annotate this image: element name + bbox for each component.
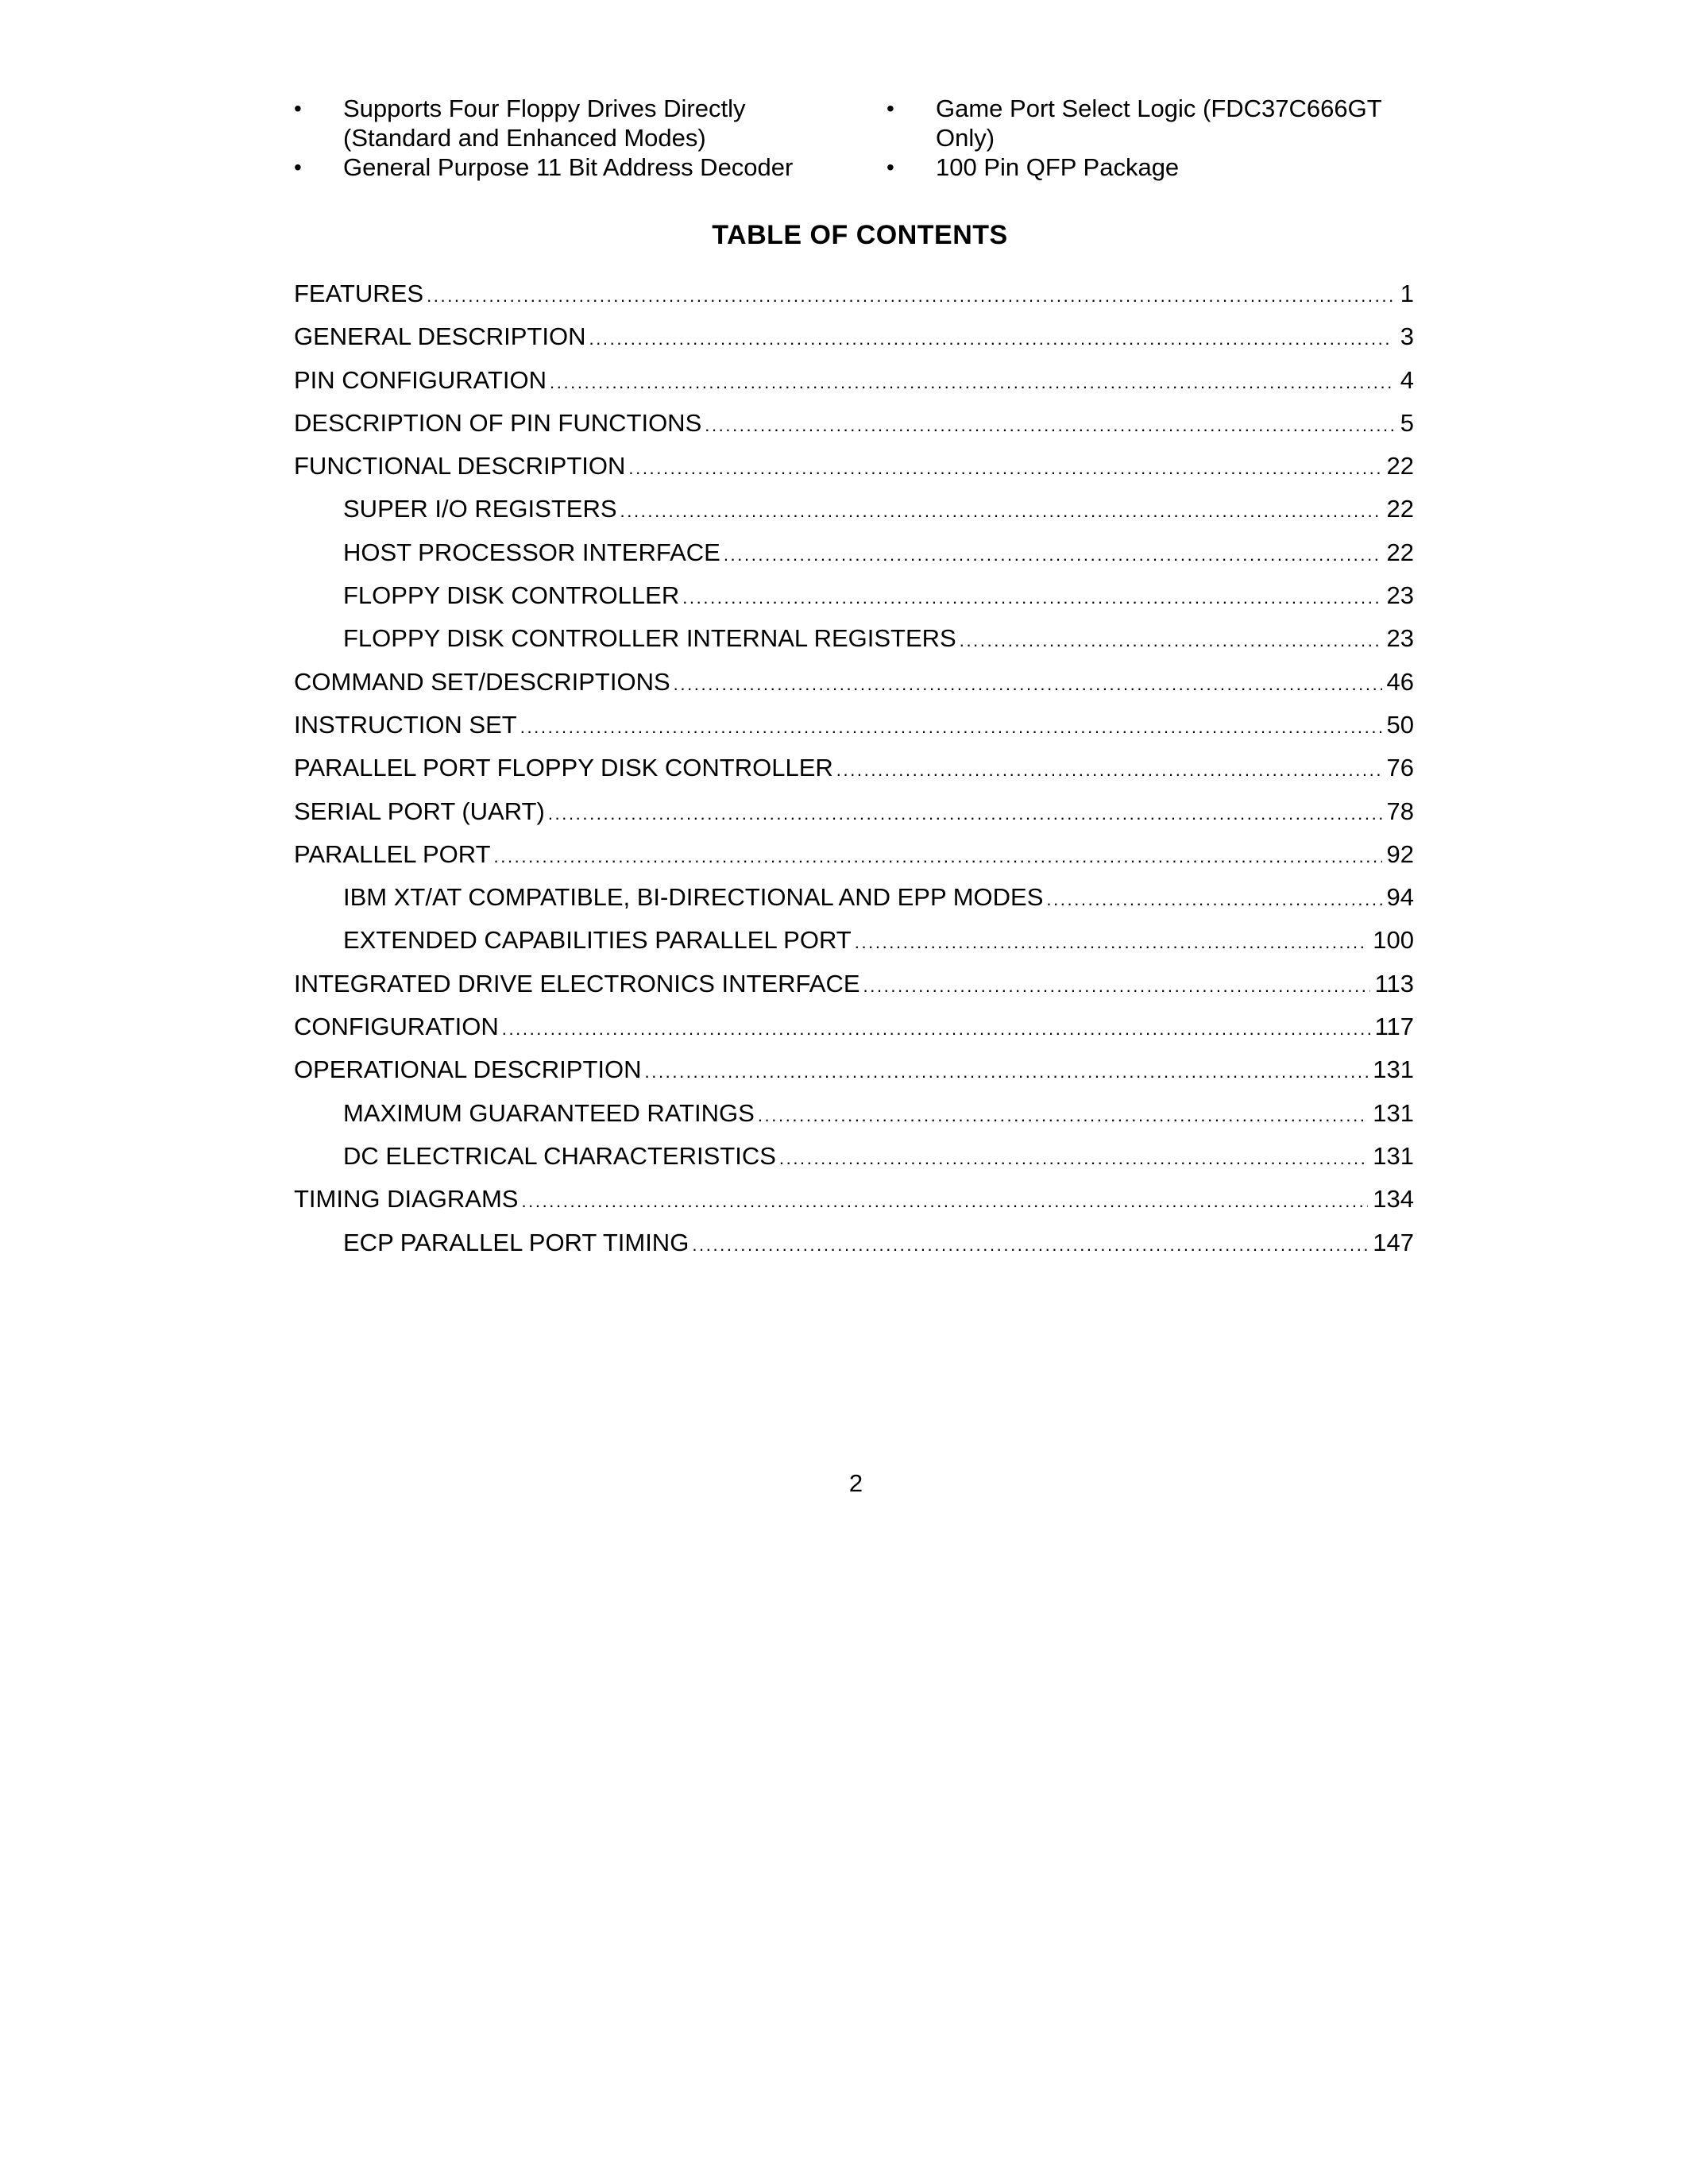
dot-leader <box>705 411 1393 440</box>
dot-leader <box>682 584 1381 612</box>
toc-entry-page: 92 <box>1386 839 1414 868</box>
toc-entry[interactable] <box>294 452 1414 495</box>
toc-entry-page: 3 <box>1400 322 1414 351</box>
toc-entry[interactable] <box>294 538 1414 581</box>
feature-list <box>0 94 1688 189</box>
toc-entry-page: 76 <box>1386 754 1414 782</box>
feature-column-right <box>886 94 1443 182</box>
toc-entry-title: GENERAL DESCRIPTION <box>294 322 586 351</box>
toc-entry[interactable] <box>294 1055 1414 1098</box>
toc-entry-title: PARALLEL PORT FLOPPY DISK CONTROLLER <box>294 754 833 782</box>
feature-item <box>886 152 1443 182</box>
table-of-contents <box>294 280 1414 1271</box>
toc-entry-page: 113 <box>1374 969 1414 997</box>
feature-text: Only) <box>936 124 995 152</box>
toc-entry[interactable] <box>294 581 1414 624</box>
toc-entry-page: 23 <box>1386 581 1414 610</box>
feature-item <box>294 152 850 182</box>
toc-entry-title: MAXIMUM GUARANTEED RATINGS <box>343 1098 755 1127</box>
toc-entry-page: 23 <box>1386 624 1414 653</box>
dot-leader <box>628 454 1381 483</box>
toc-entry[interactable] <box>294 970 1414 1013</box>
toc-entry-page: 1 <box>1400 280 1414 307</box>
toc-entry-page: 46 <box>1386 667 1414 696</box>
toc-entry-title: OPERATIONAL DESCRIPTION <box>294 1055 642 1084</box>
dot-leader <box>758 1102 1368 1130</box>
dot-leader <box>645 1058 1369 1086</box>
toc-entry[interactable] <box>294 495 1414 538</box>
toc-entry[interactable] <box>294 883 1414 926</box>
toc-entry[interactable] <box>294 668 1414 711</box>
toc-entry[interactable] <box>294 840 1414 883</box>
bullet-icon: • <box>886 96 894 121</box>
toc-entry-title: SERIAL PORT (UART) <box>294 797 545 825</box>
toc-entry[interactable] <box>294 711 1414 754</box>
feature-column-left <box>294 94 850 182</box>
toc-entry-page: 100 <box>1373 926 1414 955</box>
toc-entry[interactable] <box>294 754 1414 797</box>
toc-entry-page: 78 <box>1386 797 1414 825</box>
feature-text: 100 Pin QFP Package <box>936 153 1180 181</box>
toc-entry-title: HOST PROCESSOR INTERFACE <box>343 538 720 566</box>
toc-entry-title: FEATURES <box>294 280 424 307</box>
toc-entry-title: SUPER I/O REGISTERS <box>343 495 617 523</box>
toc-entry[interactable] <box>294 280 1414 322</box>
feature-item <box>294 94 850 152</box>
toc-entry-page: 117 <box>1374 1013 1414 1041</box>
toc-entry[interactable] <box>294 1099 1414 1142</box>
toc-entry-page: 131 <box>1373 1141 1414 1170</box>
toc-entry-page: 131 <box>1373 1055 1414 1084</box>
bullet-icon: • <box>886 155 894 179</box>
dot-leader <box>724 541 1382 569</box>
dot-leader <box>589 325 1393 353</box>
page-number: 2 <box>848 1469 863 1497</box>
toc-entry-page: 22 <box>1386 538 1414 566</box>
toc-entry[interactable] <box>294 1013 1414 1055</box>
toc-entry-title: EXTENDED CAPABILITIES PARALLEL PORT <box>343 926 852 955</box>
toc-entry-page: 22 <box>1386 495 1414 523</box>
toc-entry-page: 147 <box>1373 1228 1414 1256</box>
toc-entry[interactable] <box>294 624 1414 667</box>
toc-entry-page: 22 <box>1386 452 1414 480</box>
toc-entry[interactable] <box>294 1185 1414 1228</box>
toc-entry-title: TIMING DIAGRAMS <box>294 1185 519 1214</box>
dot-leader <box>863 972 1370 1001</box>
dot-leader <box>620 497 1382 526</box>
toc-heading: TABLE OF CONTENTS <box>712 220 1008 250</box>
dot-leader <box>855 928 1369 957</box>
toc-entry-title: FLOPPY DISK CONTROLLER <box>343 581 680 610</box>
toc-entry-title: ECP PARALLEL PORT TIMING <box>343 1228 689 1256</box>
toc-entry-title: IBM XT/AT COMPATIBLE, BI-DIRECTIONAL AND EPP MODES <box>343 883 1044 912</box>
toc-entry-title: DC ELECTRICAL CHARACTERISTICS <box>343 1141 776 1170</box>
dot-leader <box>960 627 1382 655</box>
feature-text: (Standard and Enhanced Modes) <box>343 124 706 152</box>
toc-entry-page: 134 <box>1373 1185 1414 1214</box>
dot-leader <box>550 369 1393 397</box>
dot-leader <box>836 756 1382 785</box>
toc-entry-page: 50 <box>1386 710 1414 739</box>
dot-leader <box>502 1015 1370 1044</box>
toc-entry-title: CONFIGURATION <box>294 1013 499 1041</box>
toc-entry-title: PIN CONFIGURATION <box>294 365 547 394</box>
feature-item <box>886 94 1443 152</box>
toc-entry-title: INTEGRATED DRIVE ELECTRONICS INTERFACE <box>294 969 860 997</box>
toc-entry-title: DESCRIPTION OF PIN FUNCTIONS <box>294 408 702 437</box>
toc-entry[interactable] <box>294 409 1414 452</box>
toc-entry-page: 94 <box>1386 883 1414 912</box>
feature-text: General Purpose 11 Bit Address Decoder <box>343 153 794 181</box>
toc-entry[interactable] <box>294 926 1414 969</box>
dot-leader <box>520 713 1382 742</box>
toc-entry[interactable] <box>294 1229 1414 1271</box>
toc-entry-title: INSTRUCTION SET <box>294 710 517 739</box>
toc-entry-title: FUNCTIONAL DESCRIPTION <box>294 452 626 480</box>
dot-leader <box>494 843 1382 871</box>
toc-entry-page: 131 <box>1373 1098 1414 1127</box>
dot-leader <box>779 1144 1368 1173</box>
toc-entry-page: 5 <box>1400 408 1414 437</box>
toc-entry[interactable] <box>294 366 1414 409</box>
dot-leader <box>427 282 1393 311</box>
toc-entry-title: COMMAND SET/DESCRIPTIONS <box>294 667 670 696</box>
feature-text: Game Port Select Logic (FDC37C666GT <box>936 95 1382 122</box>
dot-leader <box>674 670 1382 699</box>
toc-entry[interactable] <box>294 1142 1414 1185</box>
toc-entry[interactable] <box>294 322 1414 365</box>
feature-text: Supports Four Floppy Drives Directly <box>343 95 746 122</box>
dot-leader <box>1046 886 1381 914</box>
toc-entry-page: 4 <box>1400 365 1414 394</box>
toc-entry-title: PARALLEL PORT <box>294 839 491 868</box>
bullet-icon: • <box>294 96 302 121</box>
dot-leader <box>521 1187 1368 1216</box>
dot-leader <box>692 1231 1368 1260</box>
toc-entry-title: FLOPPY DISK CONTROLLER INTERNAL REGISTERS <box>343 624 956 653</box>
dot-leader <box>548 800 1382 828</box>
toc-entry[interactable] <box>294 797 1414 840</box>
bullet-icon: • <box>294 155 302 179</box>
